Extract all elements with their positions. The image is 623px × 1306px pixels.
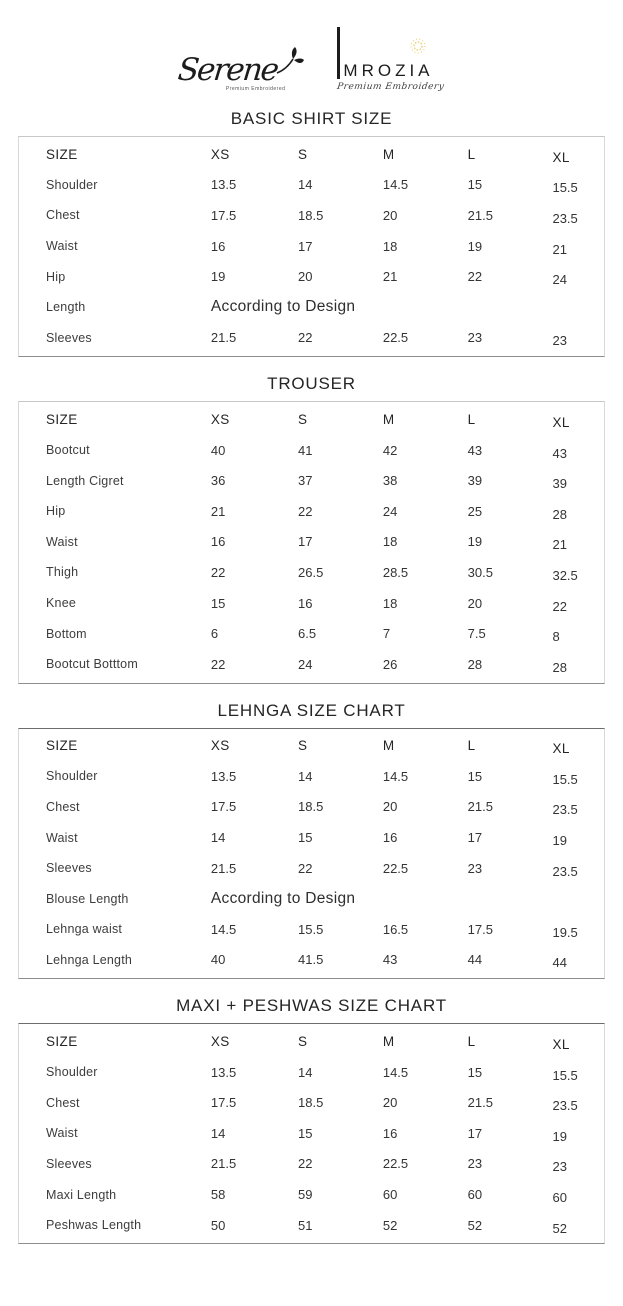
size-value: 30.5 bbox=[467, 564, 493, 580]
size-value: 14.5 bbox=[210, 921, 237, 937]
table-header-row bbox=[19, 404, 604, 435]
row-label: Knee bbox=[46, 596, 76, 611]
size-value: 16 bbox=[210, 534, 226, 550]
column-header: M bbox=[382, 738, 395, 754]
span-note: According to Design bbox=[210, 889, 356, 907]
size-value: 52 bbox=[382, 1217, 398, 1233]
size-value: 18.5 bbox=[298, 207, 324, 223]
column-header: XS bbox=[210, 411, 230, 427]
size-value: 23.5 bbox=[552, 210, 578, 226]
table-title: LEHNGA SIZE CHART bbox=[217, 700, 406, 720]
size-value: 22 bbox=[298, 860, 313, 876]
column-header: XS bbox=[210, 1034, 230, 1050]
size-value: 15 bbox=[298, 830, 313, 846]
size-value: 21.5 bbox=[210, 1156, 237, 1172]
size-value: 28.5 bbox=[382, 564, 409, 580]
column-header: SIZE bbox=[46, 1034, 78, 1050]
brand-header bbox=[97, 26, 527, 92]
column-header: S bbox=[298, 146, 308, 162]
row-label: Hip bbox=[46, 269, 66, 284]
row-label: Length Cigret bbox=[46, 473, 124, 488]
span-note: According to Design bbox=[210, 298, 356, 316]
size-value: 50 bbox=[210, 1217, 226, 1233]
section-maxi-peshwas bbox=[18, 996, 605, 1244]
table-title: TROUSER bbox=[267, 374, 356, 394]
column-header: L bbox=[467, 411, 476, 427]
table-row bbox=[19, 914, 604, 945]
size-value: 15.5 bbox=[552, 771, 578, 787]
table-row bbox=[19, 792, 604, 823]
table-title: MAXI + PESHWAS SIZE CHART bbox=[176, 996, 447, 1016]
size-value: 24 bbox=[552, 272, 567, 288]
size-value: 38 bbox=[382, 473, 398, 489]
size-value: 43 bbox=[552, 445, 567, 461]
column-header: M bbox=[382, 1034, 395, 1050]
table-header-row bbox=[19, 731, 604, 762]
table-header-row bbox=[19, 1026, 604, 1057]
size-value: 21 bbox=[382, 269, 398, 285]
row-label: Sleeves bbox=[46, 330, 92, 345]
row-label: Bootcut Botttom bbox=[46, 657, 138, 672]
size-value: 19 bbox=[467, 534, 483, 550]
size-value: 15 bbox=[467, 1064, 483, 1080]
size-value: 18.5 bbox=[298, 1095, 324, 1111]
size-value: 16.5 bbox=[382, 921, 409, 937]
size-value: 22 bbox=[298, 330, 313, 346]
size-value: 41.5 bbox=[298, 952, 324, 968]
size-value: 26.5 bbox=[298, 564, 324, 580]
size-value: 28 bbox=[552, 506, 567, 522]
size-value: 26 bbox=[382, 656, 398, 672]
size-value: 15.5 bbox=[552, 180, 578, 196]
row-label: Lehnga Length bbox=[46, 952, 133, 967]
size-value: 17.5 bbox=[210, 207, 237, 223]
size-value: 24 bbox=[298, 656, 313, 672]
column-header: XS bbox=[210, 738, 230, 754]
table-row bbox=[19, 323, 604, 354]
size-value: 23 bbox=[552, 1159, 567, 1175]
row-label: Lehnga waist bbox=[46, 922, 123, 937]
size-value: 17 bbox=[298, 534, 313, 550]
column-header: XL bbox=[552, 1037, 570, 1053]
size-value: 8 bbox=[552, 629, 560, 645]
size-value: 37 bbox=[298, 473, 313, 489]
size-value: 14 bbox=[298, 768, 313, 784]
serene-wordmark: Serene bbox=[176, 52, 280, 88]
size-value: 15 bbox=[210, 595, 226, 611]
size-value: 52 bbox=[552, 1220, 567, 1236]
size-table bbox=[18, 1023, 605, 1244]
serene-tagline: Premium Embroidered bbox=[225, 86, 286, 92]
row-label: Waist bbox=[46, 239, 78, 254]
size-value: 21 bbox=[210, 503, 226, 519]
sunburst-icon bbox=[409, 37, 427, 60]
size-value: 6.5 bbox=[298, 626, 317, 642]
section-lehnga bbox=[18, 701, 605, 980]
size-value: 20 bbox=[382, 207, 398, 223]
size-value: 43 bbox=[382, 952, 398, 968]
table-row bbox=[19, 496, 604, 527]
table-row bbox=[19, 1087, 604, 1118]
size-value: 7 bbox=[382, 626, 391, 642]
row-label: Blouse Length bbox=[46, 891, 129, 906]
size-value: 60 bbox=[382, 1187, 398, 1203]
size-value: 19 bbox=[467, 238, 483, 254]
size-value: 21.5 bbox=[467, 799, 493, 815]
size-value: 15 bbox=[467, 177, 483, 193]
size-value: 22 bbox=[298, 1156, 313, 1172]
table-row bbox=[19, 1179, 604, 1210]
column-header: M bbox=[382, 411, 395, 427]
size-value: 22 bbox=[210, 564, 226, 580]
size-value: 23 bbox=[467, 860, 483, 876]
size-value: 18 bbox=[382, 534, 398, 550]
row-label: Sleeves bbox=[46, 861, 92, 876]
table-row bbox=[19, 761, 604, 792]
size-value: 20 bbox=[467, 595, 483, 611]
size-value: 6 bbox=[210, 626, 219, 642]
serene-logo bbox=[176, 52, 303, 92]
size-value: 43 bbox=[467, 442, 483, 458]
size-value: 19.5 bbox=[552, 924, 578, 940]
size-value: 16 bbox=[298, 595, 313, 611]
size-value: 13.5 bbox=[210, 768, 237, 784]
row-label: Length bbox=[46, 300, 86, 315]
size-value: 18 bbox=[382, 238, 398, 254]
column-header: XL bbox=[552, 741, 570, 757]
size-value: 16 bbox=[382, 830, 398, 846]
column-header: XL bbox=[552, 149, 570, 165]
size-value: 17.5 bbox=[467, 921, 493, 937]
column-header: L bbox=[467, 738, 476, 754]
size-value: 22.5 bbox=[382, 1156, 409, 1172]
size-value: 14 bbox=[210, 1125, 226, 1141]
size-value: 19 bbox=[552, 1128, 567, 1144]
row-label: Maxi Length bbox=[46, 1187, 117, 1202]
row-label: Chest bbox=[46, 208, 80, 223]
size-value: 14.5 bbox=[382, 177, 409, 193]
size-value: 28 bbox=[467, 656, 483, 672]
row-label: Chest bbox=[46, 799, 80, 814]
table-row bbox=[19, 231, 604, 262]
size-value: 18.5 bbox=[298, 799, 324, 815]
table-row bbox=[19, 261, 604, 292]
size-value: 44 bbox=[552, 955, 567, 971]
size-value: 60 bbox=[552, 1190, 567, 1206]
size-value: 39 bbox=[467, 473, 483, 489]
size-value: 17.5 bbox=[210, 1095, 237, 1111]
size-value: 13.5 bbox=[210, 1064, 237, 1080]
section-basic-shirt bbox=[18, 109, 605, 357]
size-value: 22 bbox=[467, 269, 483, 285]
size-value: 24 bbox=[382, 503, 398, 519]
section-trouser bbox=[18, 374, 605, 683]
size-value: 21.5 bbox=[467, 207, 493, 223]
row-label: Sleeves bbox=[46, 1156, 92, 1171]
size-value: 44 bbox=[467, 952, 483, 968]
table-row bbox=[19, 200, 604, 231]
row-label: Thigh bbox=[46, 565, 79, 580]
size-value: 16 bbox=[382, 1125, 398, 1141]
row-label: Waist bbox=[46, 534, 78, 549]
size-value: 23.5 bbox=[552, 1098, 578, 1114]
imrozia-wordmark: MROZIA bbox=[337, 27, 433, 79]
row-label: Peshwas Length bbox=[46, 1218, 142, 1233]
size-table bbox=[18, 136, 605, 357]
size-value: 40 bbox=[210, 442, 226, 458]
column-header: SIZE bbox=[46, 411, 78, 427]
table-row bbox=[19, 853, 604, 884]
size-value: 39 bbox=[552, 476, 567, 492]
size-value: 23 bbox=[467, 1156, 483, 1172]
size-value: 22 bbox=[298, 503, 313, 519]
size-value: 22.5 bbox=[382, 330, 409, 346]
size-value: 15.5 bbox=[298, 921, 324, 937]
size-value: 21 bbox=[552, 537, 567, 553]
size-value: 58 bbox=[210, 1187, 226, 1203]
size-value: 20 bbox=[298, 269, 313, 285]
size-value: 17 bbox=[298, 238, 313, 254]
size-value: 40 bbox=[210, 952, 226, 968]
table-row bbox=[19, 945, 604, 976]
column-header: SIZE bbox=[46, 146, 78, 162]
size-value: 22.5 bbox=[382, 860, 409, 876]
size-value: 36 bbox=[210, 473, 226, 489]
imrozia-logo bbox=[337, 27, 444, 92]
column-header: S bbox=[298, 411, 308, 427]
size-value: 20 bbox=[382, 1095, 398, 1111]
size-value: 21.5 bbox=[467, 1095, 493, 1111]
table-title: BASIC SHIRT SIZE bbox=[230, 109, 393, 128]
row-label: Shoulder bbox=[46, 1065, 98, 1080]
size-value: 19 bbox=[210, 269, 226, 285]
size-value: 14.5 bbox=[382, 768, 409, 784]
row-label: Hip bbox=[46, 504, 66, 519]
table-row bbox=[19, 822, 604, 853]
size-value: 17 bbox=[467, 1125, 483, 1141]
table-row bbox=[19, 292, 604, 323]
row-label: Waist bbox=[46, 830, 78, 845]
table-row bbox=[19, 883, 604, 914]
imrozia-letter-i bbox=[337, 27, 340, 79]
table-row bbox=[19, 465, 604, 496]
column-header: XS bbox=[210, 146, 230, 162]
column-header: S bbox=[298, 1034, 308, 1050]
size-value: 22 bbox=[552, 598, 567, 614]
table-row bbox=[19, 649, 604, 680]
row-label: Chest bbox=[46, 1095, 80, 1110]
size-value: 15.5 bbox=[552, 1067, 578, 1083]
row-label: Shoulder bbox=[46, 177, 98, 192]
table-row bbox=[19, 588, 604, 619]
size-value: 32.5 bbox=[552, 567, 578, 583]
table-row bbox=[19, 1057, 604, 1088]
size-value: 15 bbox=[467, 768, 483, 784]
size-value: 18 bbox=[382, 595, 398, 611]
table-header-row bbox=[19, 139, 604, 170]
size-value: 28 bbox=[552, 659, 567, 675]
row-label: Bottom bbox=[46, 626, 87, 641]
size-value: 23 bbox=[552, 333, 567, 349]
column-header: M bbox=[382, 146, 395, 162]
size-value: 13.5 bbox=[210, 177, 237, 193]
table-row bbox=[19, 618, 604, 649]
size-value: 21.5 bbox=[210, 330, 237, 346]
size-table bbox=[18, 728, 605, 980]
size-value: 20 bbox=[382, 799, 398, 815]
size-value: 17 bbox=[467, 830, 483, 846]
size-value: 19 bbox=[552, 833, 567, 849]
size-value: 22 bbox=[210, 656, 226, 672]
size-value: 41 bbox=[298, 442, 313, 458]
table-row bbox=[19, 557, 604, 588]
size-value: 42 bbox=[382, 442, 398, 458]
size-value: 51 bbox=[298, 1217, 313, 1233]
column-header: S bbox=[298, 738, 308, 754]
size-table bbox=[18, 401, 605, 683]
size-value: 52 bbox=[467, 1217, 483, 1233]
size-value: 14.5 bbox=[382, 1064, 409, 1080]
size-value: 25 bbox=[467, 503, 483, 519]
column-header: L bbox=[467, 146, 476, 162]
size-value: 14 bbox=[298, 1064, 313, 1080]
row-label: Waist bbox=[46, 1126, 78, 1141]
column-header: SIZE bbox=[46, 738, 78, 754]
table-row bbox=[19, 170, 604, 201]
size-value: 17.5 bbox=[210, 799, 237, 815]
size-value: 15 bbox=[298, 1125, 313, 1141]
size-value: 23 bbox=[467, 330, 483, 346]
table-row bbox=[19, 1149, 604, 1180]
table-row bbox=[19, 1118, 604, 1149]
table-row bbox=[19, 1210, 604, 1241]
size-value: 21.5 bbox=[210, 860, 237, 876]
size-value: 14 bbox=[210, 830, 226, 846]
column-header: XL bbox=[552, 414, 570, 430]
table-row bbox=[19, 435, 604, 466]
size-value: 16 bbox=[210, 238, 226, 254]
column-header: L bbox=[467, 1034, 476, 1050]
size-value: 14 bbox=[298, 177, 313, 193]
size-value: 23.5 bbox=[552, 863, 578, 879]
row-label: Bootcut bbox=[46, 443, 90, 458]
imrozia-tagline: Premium Embroidery bbox=[336, 82, 446, 92]
size-value: 23.5 bbox=[552, 802, 578, 818]
row-label: Shoulder bbox=[46, 769, 98, 784]
size-value: 59 bbox=[298, 1187, 313, 1203]
size-value: 21 bbox=[552, 241, 567, 257]
size-value: 7.5 bbox=[467, 626, 486, 642]
size-value: 60 bbox=[467, 1187, 483, 1203]
table-row bbox=[19, 527, 604, 558]
